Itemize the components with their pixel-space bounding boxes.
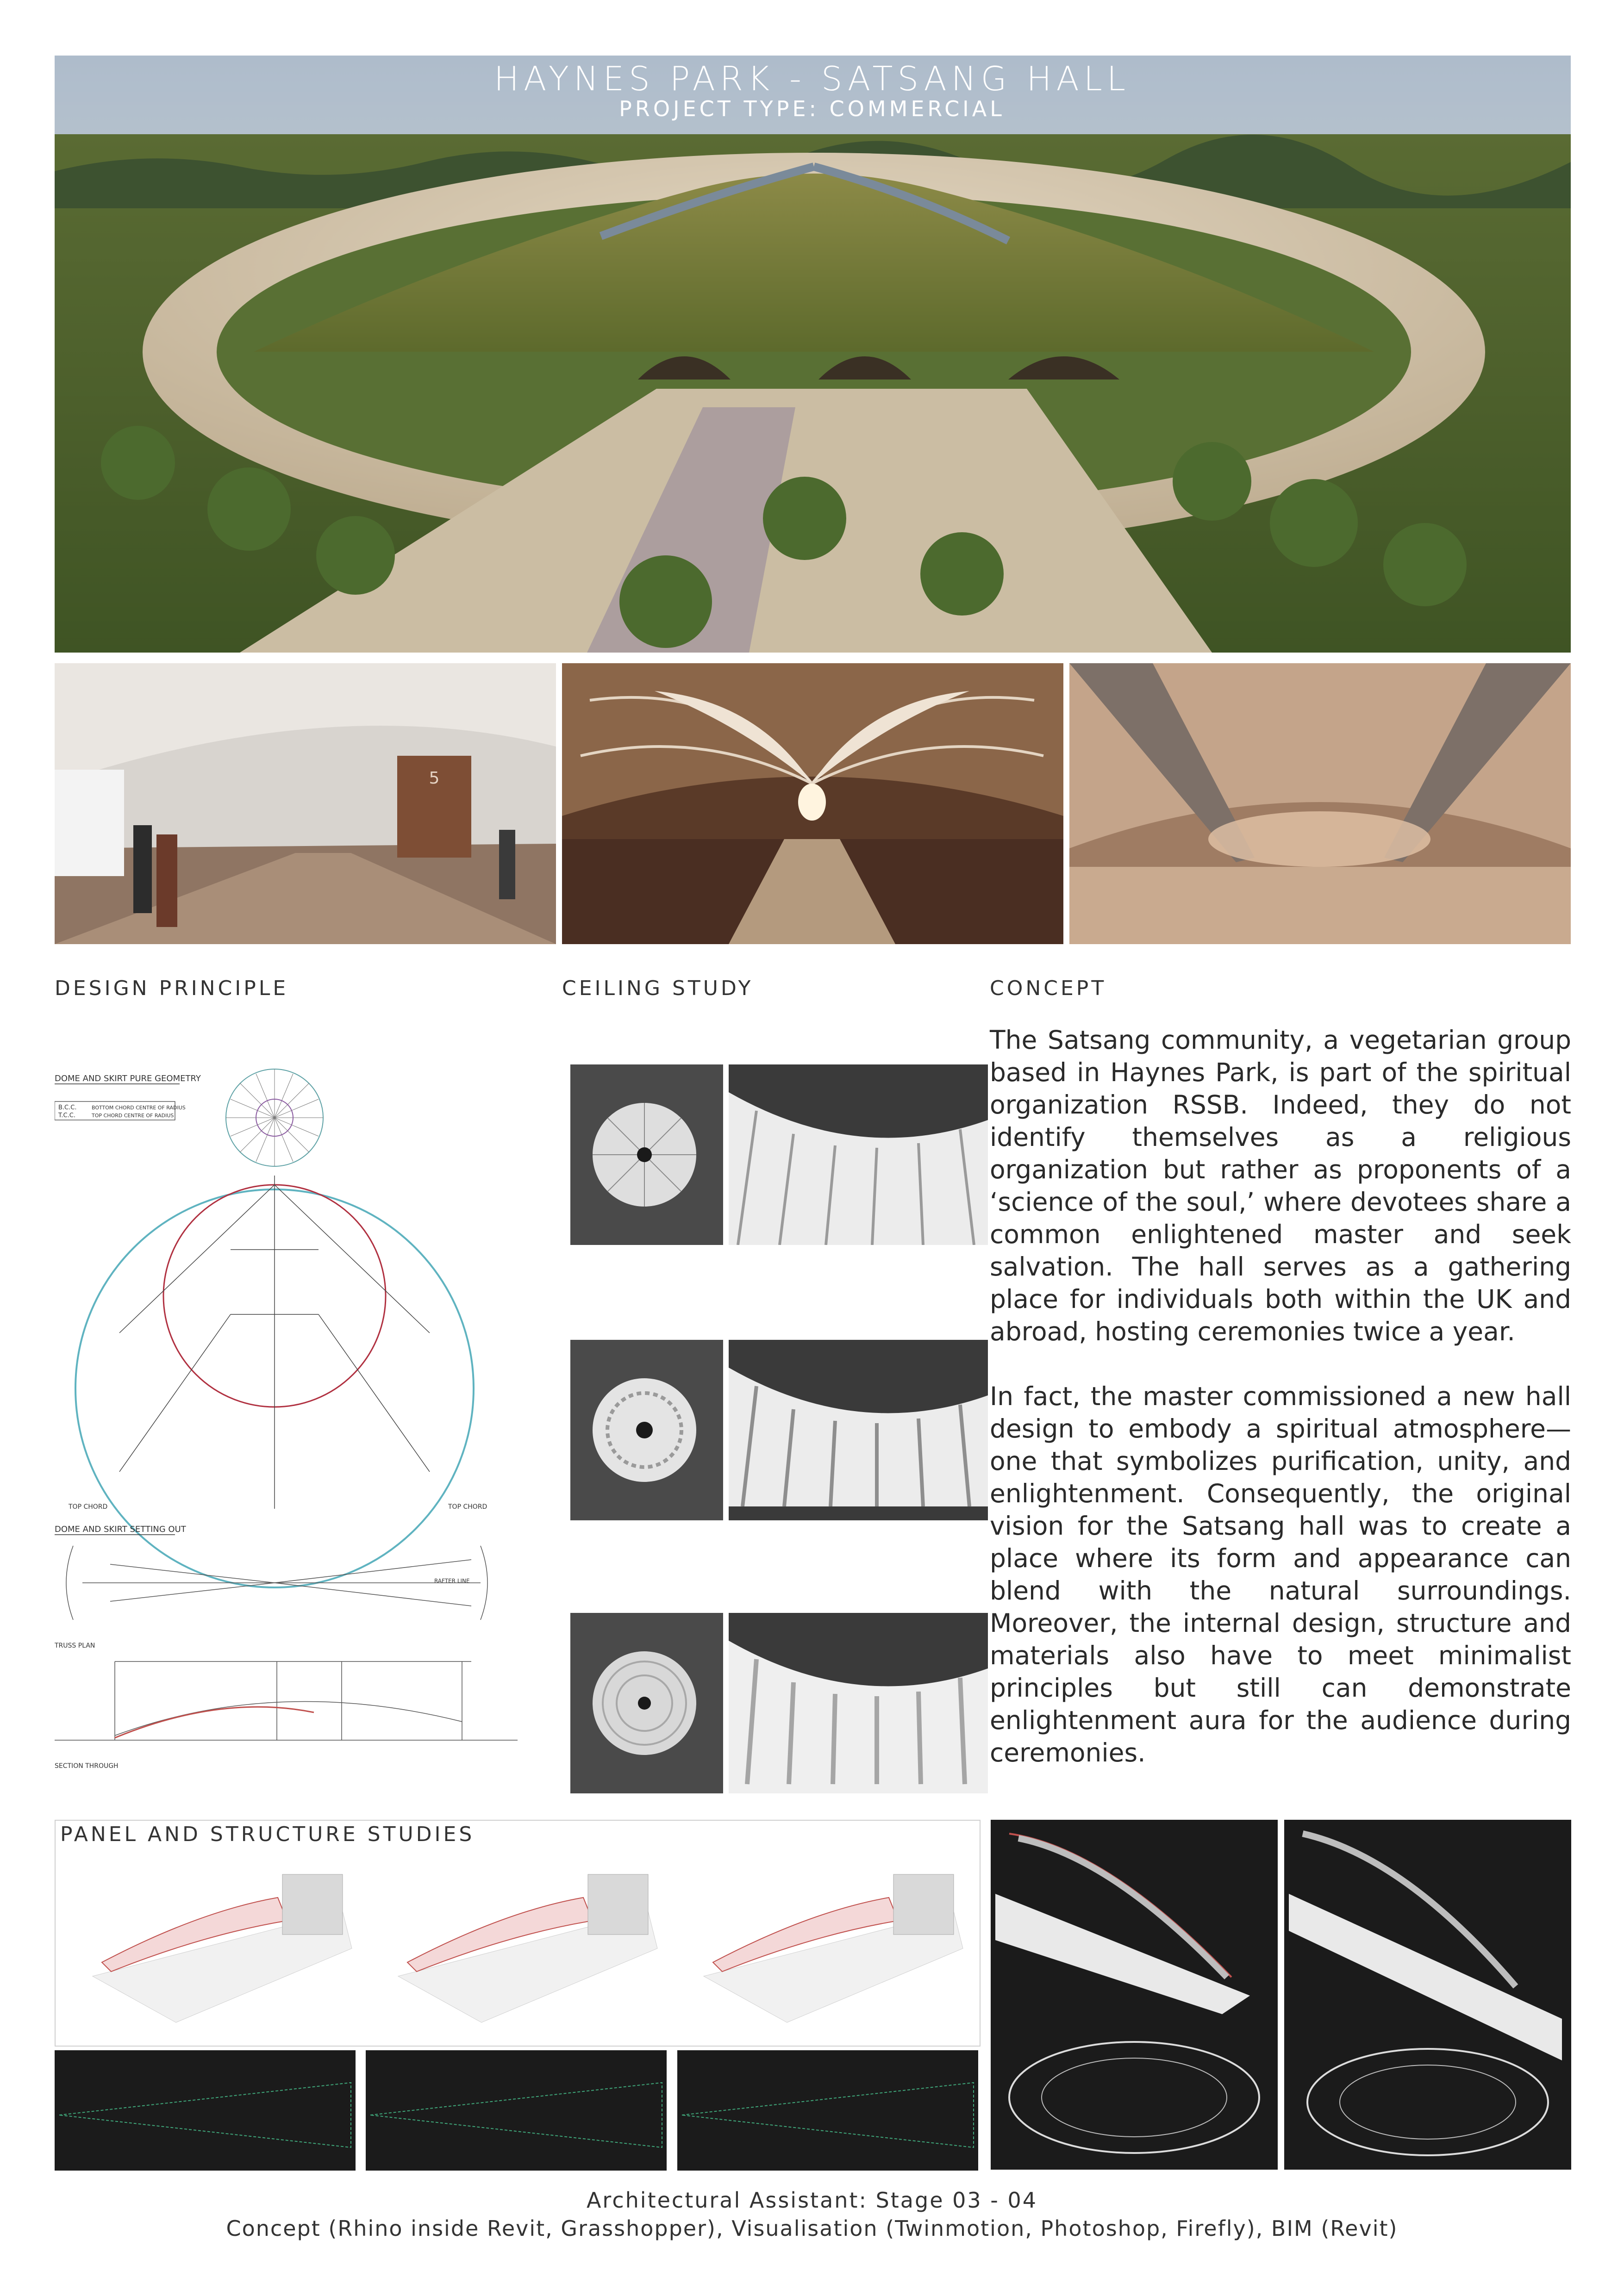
label-top-chord-right: TOP CHORD xyxy=(448,1503,487,1511)
setting-out-title: DOME AND SKIRT SETTING OUT xyxy=(55,1524,186,1534)
footer-role: Architectural Assistant: Stage 03 - 04 xyxy=(586,2188,1038,2213)
ceiling-perspective-3 xyxy=(729,1613,988,1793)
page-title: HAYNES PARK - SATSANG HALL xyxy=(494,59,1130,98)
legend-bcc-desc: BOTTOM CHORD CENTRE OF RADIUS xyxy=(92,1105,186,1111)
panel-study-3 xyxy=(694,1856,972,2041)
ceiling-plan-1 xyxy=(570,1064,723,1245)
ceiling-study-heading: CEILING STUDY xyxy=(562,977,754,1000)
label-top-chord-left: TOP CHORD xyxy=(69,1503,108,1511)
ceiling-plan-3 xyxy=(570,1613,723,1793)
ceiling-perspective-1 xyxy=(729,1064,988,1245)
ceiling-plan-2 xyxy=(570,1340,723,1520)
legend-tcc: T.C.C. xyxy=(58,1112,75,1119)
interior-hall-render xyxy=(562,663,1063,944)
rafter-line-label: RAFTER LINE xyxy=(434,1578,470,1584)
interior-corridor-render xyxy=(55,663,556,944)
concept-paragraph-1: The Satsang community, a vegetarian group based in Haynes Park, is part of the spiritual organization RSSB. Indeed, they do not identify themselves as a religious organization but rather as proponents of a ‘science of the soul,’ where devotees share a common enlightened master and seek salvation. The hall serves as a gathering place for individuals both within the UK and abroad, hosting ceremonies twice a year. xyxy=(990,1025,1571,1346)
legend-bcc: B.C.C. xyxy=(58,1104,77,1111)
design-principle-heading: DESIGN PRINCIPLE xyxy=(55,977,289,1000)
structure-render-1 xyxy=(991,1820,1278,2170)
design-principle-drawing xyxy=(55,1064,518,1786)
parametric-strip-3 xyxy=(677,2050,978,2171)
truss-plan-label: TRUSS PLAN xyxy=(55,1642,95,1649)
parametric-strip-1 xyxy=(55,2050,356,2171)
section-label: SECTION THROUGH xyxy=(55,1762,119,1770)
concept-text xyxy=(990,1024,1571,1801)
structure-render-2 xyxy=(1284,1820,1571,2170)
interior-ceiling-render xyxy=(1069,663,1571,944)
door-number: 5 xyxy=(429,769,440,788)
parametric-strip-2 xyxy=(366,2050,667,2171)
dome-geometry-title: DOME AND SKIRT PURE GEOMETRY xyxy=(55,1074,201,1083)
panel-study-2 xyxy=(389,1856,667,2041)
legend-tcc-desc: TOP CHORD CENTRE OF RADIUS xyxy=(92,1113,174,1119)
page-subtitle: PROJECT TYPE: COMMERCIAL xyxy=(619,96,1005,121)
ceiling-perspective-2 xyxy=(729,1340,988,1520)
footer-tools: Concept (Rhino inside Revit, Grasshopper), Visualisation (Twinmotion, Photoshop, Firefly), BIM (Revit) xyxy=(226,2216,1398,2241)
concept-heading: CONCEPT xyxy=(990,977,1107,1000)
hero-render xyxy=(55,56,1571,653)
panel-studies-heading: PANEL AND STRUCTURE STUDIES xyxy=(60,1823,475,1846)
hero-render-image xyxy=(55,56,1571,653)
concept-paragraph-2: In fact, the master commissioned a new hall design to embody a spiritual atmosphere—one that symbolizes purification, unity, and enlightenment. Consequently, the original vision for the Satsang hall was to create a place where its form and appearance can blend with the natural surroundings. Moreover, the internal design, structure and materials also have to meet minimalist principles but still can demonstrate enlightenment aura for the audience during ceremonies. xyxy=(990,1381,1571,1767)
panel-study-1 xyxy=(83,1856,361,2041)
